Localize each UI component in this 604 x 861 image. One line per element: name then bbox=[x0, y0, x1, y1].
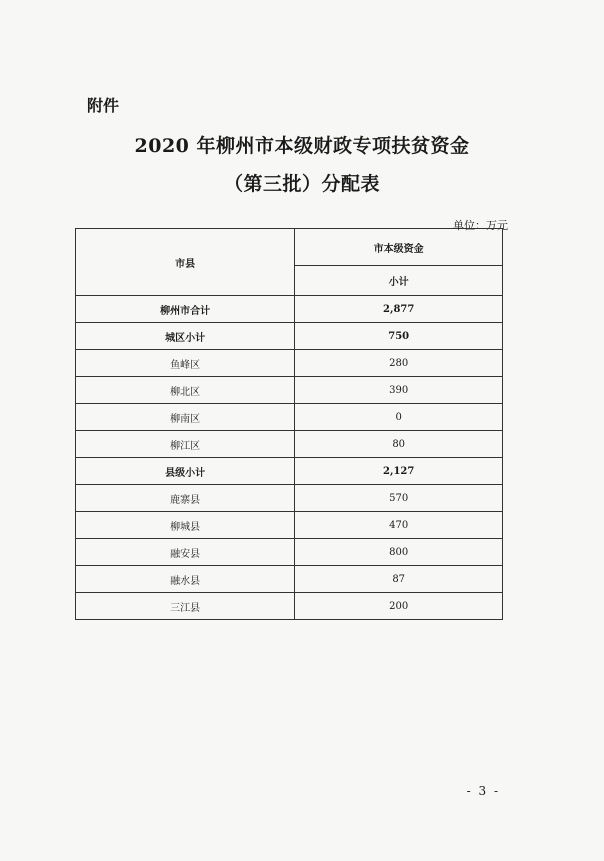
row-value: 200 bbox=[295, 593, 503, 620]
document-subtitle: （第三批）分配表 bbox=[223, 173, 380, 195]
table-row bbox=[76, 404, 503, 431]
row-name: 融水县 bbox=[76, 566, 295, 593]
row-value: 2,127 bbox=[295, 458, 503, 485]
table-row bbox=[76, 485, 503, 512]
row-value: 390 bbox=[295, 377, 503, 404]
page-number: - 3 - bbox=[466, 784, 500, 798]
table-row bbox=[76, 377, 503, 404]
header-fund: 市本级资金 bbox=[295, 229, 503, 266]
row-value: 750 bbox=[295, 323, 503, 350]
header-subtotal: 小计 bbox=[295, 266, 503, 296]
table-header-row bbox=[76, 229, 503, 266]
row-value: 280 bbox=[295, 350, 503, 377]
row-name: 三江县 bbox=[76, 593, 295, 620]
row-name: 县级小计 bbox=[76, 458, 295, 485]
document-title: 2020 年柳州市本级财政专项扶贫资金 bbox=[134, 135, 470, 157]
row-name: 柳北区 bbox=[76, 377, 295, 404]
row-name: 柳州市合计 bbox=[76, 296, 295, 323]
attachment-label: 附件 bbox=[87, 96, 120, 115]
row-value: 2,877 bbox=[295, 296, 503, 323]
row-name: 融安县 bbox=[76, 539, 295, 566]
table-row bbox=[76, 323, 503, 350]
row-value: 570 bbox=[295, 485, 503, 512]
row-value: 800 bbox=[295, 539, 503, 566]
row-value: 80 bbox=[295, 431, 503, 458]
row-name: 鹿寨县 bbox=[76, 485, 295, 512]
row-name: 城区小计 bbox=[76, 323, 295, 350]
header-county: 市县 bbox=[76, 229, 295, 296]
row-name: 柳江区 bbox=[76, 431, 295, 458]
table-row bbox=[76, 566, 503, 593]
table-row bbox=[76, 593, 503, 620]
allocation-table bbox=[75, 228, 503, 620]
table-row bbox=[76, 350, 503, 377]
table-row bbox=[76, 296, 503, 323]
table-row bbox=[76, 458, 503, 485]
row-name: 鱼峰区 bbox=[76, 350, 295, 377]
table-row bbox=[76, 431, 503, 458]
row-value: 0 bbox=[295, 404, 503, 431]
unit-note: 单位：万元 bbox=[453, 219, 508, 232]
table-row bbox=[76, 539, 503, 566]
row-value: 470 bbox=[295, 512, 503, 539]
table-row bbox=[76, 512, 503, 539]
row-name: 柳城县 bbox=[76, 512, 295, 539]
row-value: 87 bbox=[295, 566, 503, 593]
row-name: 柳南区 bbox=[76, 404, 295, 431]
